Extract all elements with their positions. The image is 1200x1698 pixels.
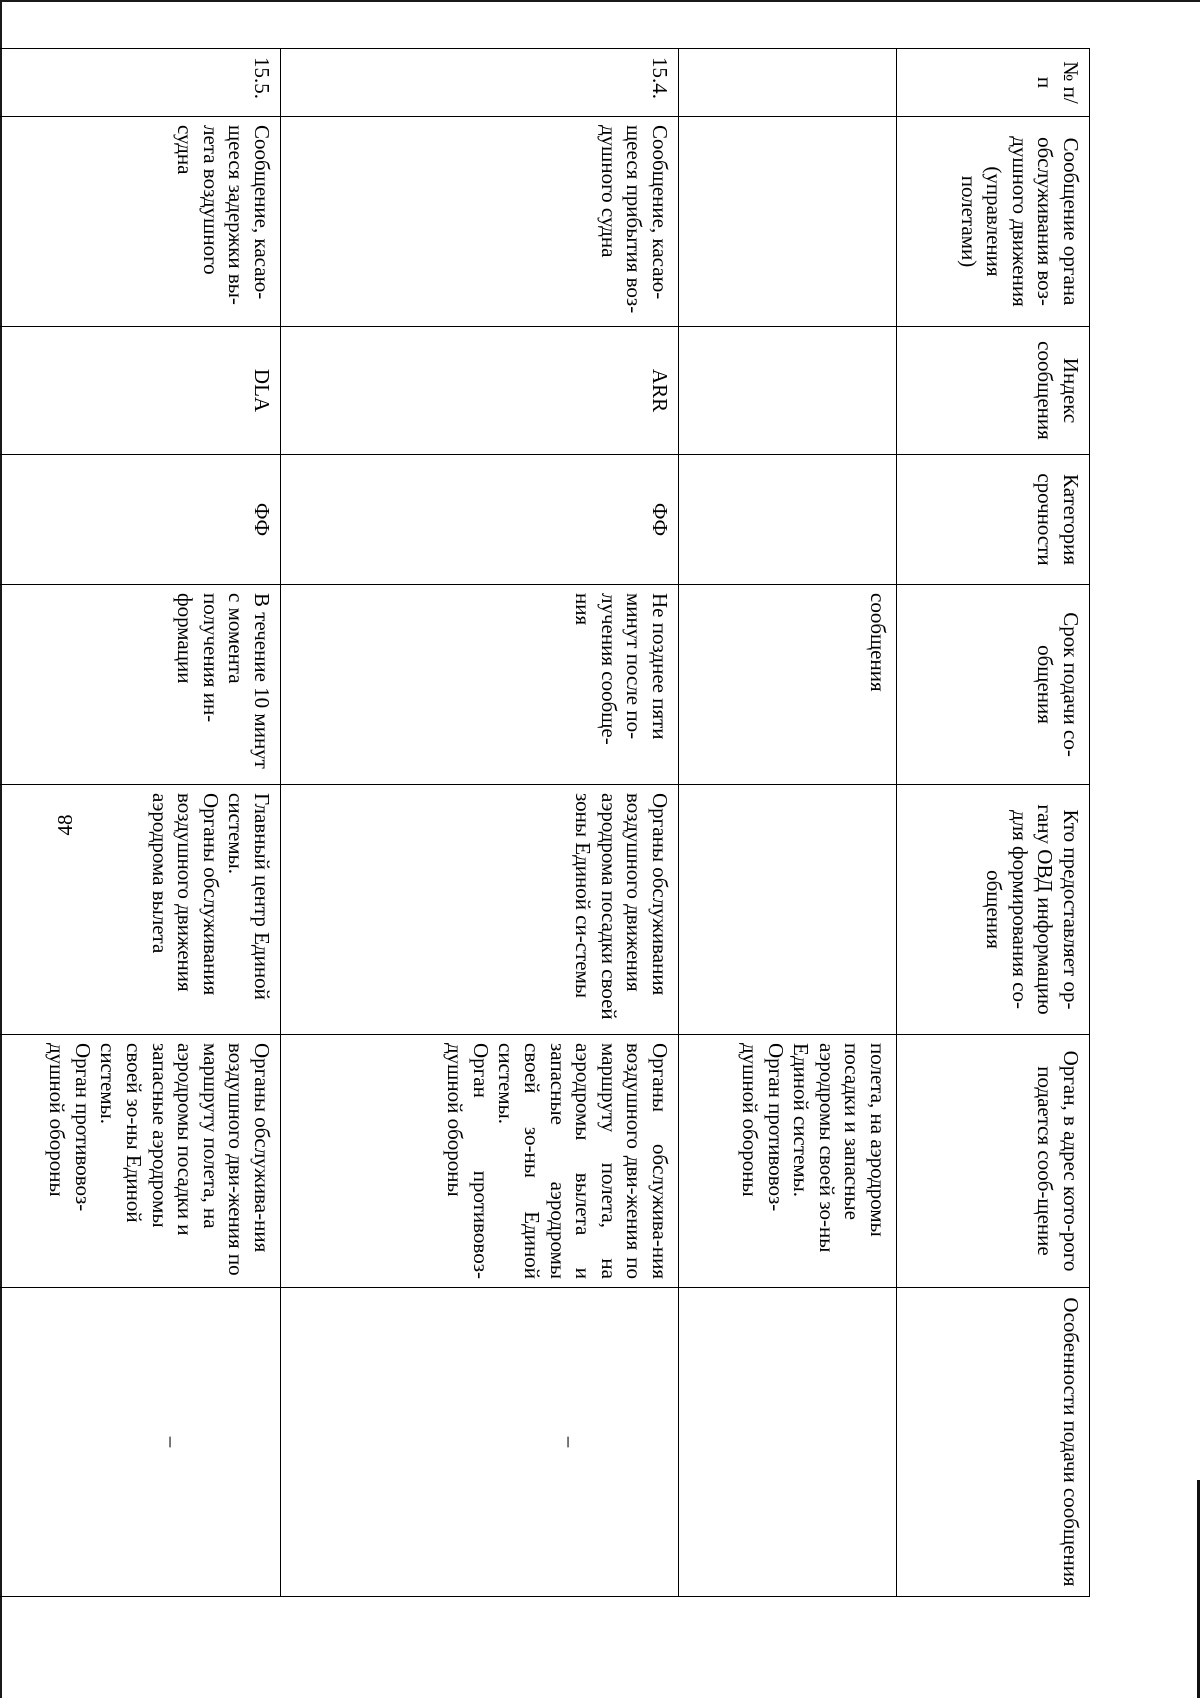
addressee-line-1: полета, на аэродромы посадки и запасные аэродромы своей зо-ны Единой системы.	[789, 1043, 890, 1253]
cell-num: 15.5.	[0, 49, 281, 117]
cell-category: ФФ	[281, 455, 679, 585]
messages-table	[0, 48, 1090, 1597]
header-num: № п/п	[897, 49, 1090, 117]
cell-num	[679, 49, 897, 117]
header-deadline: Срок подачи со-общения	[897, 585, 1090, 785]
cell-index	[679, 327, 897, 455]
addressee-line-2: Орган противовоз-душной обороны	[45, 1043, 95, 1212]
provider-line-1: Главный центр Единой системы.	[224, 793, 274, 1000]
cell-num: 15.4.	[281, 49, 679, 117]
provider-line-2: Органы обслуживания воздушного движения аэродрома вылета	[147, 793, 223, 996]
cell-category	[679, 455, 897, 585]
cell-addressee	[0, 1035, 281, 1288]
table-row	[281, 49, 679, 1597]
cell-message	[679, 117, 897, 327]
table-row	[0, 49, 281, 1597]
table-row	[679, 49, 897, 1597]
cell-index: ARR	[281, 327, 679, 455]
cell-message: Сообщение, касаю-щееся прибытия воз-душного судна	[281, 117, 679, 327]
header-category: Категория срочности	[897, 455, 1090, 585]
cell-features: –	[0, 1288, 281, 1597]
cell-deadline: Не позднее пяти минут после по-лучения сообще-ния	[281, 585, 679, 785]
table-header-row	[897, 49, 1090, 1597]
cell-deadline: В течение 10 минут с момента получения ин-формации	[0, 585, 281, 785]
cell-provider	[0, 785, 281, 1035]
header-index: Индекс сообщения	[897, 327, 1090, 455]
cell-features: –	[281, 1288, 679, 1597]
cell-addressee	[281, 1035, 679, 1288]
scan-border-top	[0, 0, 1200, 2]
addressee-line-1: Органы обслужива-ния воздушного дви-жения по маршруту полета, на аэродромы посадки и запасные аэродромы своей зо-ны Единой системы.	[96, 1043, 274, 1276]
cell-category: ФФ	[0, 455, 281, 585]
addressee-line-2: Орган противовоз-душной обороны	[443, 1043, 493, 1279]
header-features: Особенности подачи сообщения	[897, 1288, 1090, 1597]
addressee-line-2: Орган противовоз-душной обороны	[737, 1043, 788, 1212]
cell-features	[679, 1288, 897, 1597]
cell-message: Сообщение, касаю-щееся задержки вы-лета воздушного судна	[0, 117, 281, 327]
header-provider: Кто предоставляет ор-гану ОВД информацию для формирования со-общения	[897, 785, 1090, 1035]
cell-provider	[679, 785, 897, 1035]
header-addressee: Орган, в адрес кото-рого подается сооб-щение	[897, 1035, 1090, 1288]
cell-addressee	[679, 1035, 897, 1288]
header-message: Сообщение органа обслуживания воз-душного движения (управления полетами)	[897, 117, 1090, 327]
page-number: 48	[52, 814, 77, 836]
cell-provider: Органы обслуживания воздушного движения аэродрома посадки своей зоны Единой си-стемы	[281, 785, 679, 1035]
cell-index: DLA	[0, 327, 281, 455]
addressee-line-1: Органы обслужива-ния воздушного дви-жения по маршруту полета, на аэродромы вылета и запасные аэродромы своей зо-ны Единой системы.	[494, 1043, 672, 1279]
cell-deadline: сообщения	[679, 585, 897, 785]
